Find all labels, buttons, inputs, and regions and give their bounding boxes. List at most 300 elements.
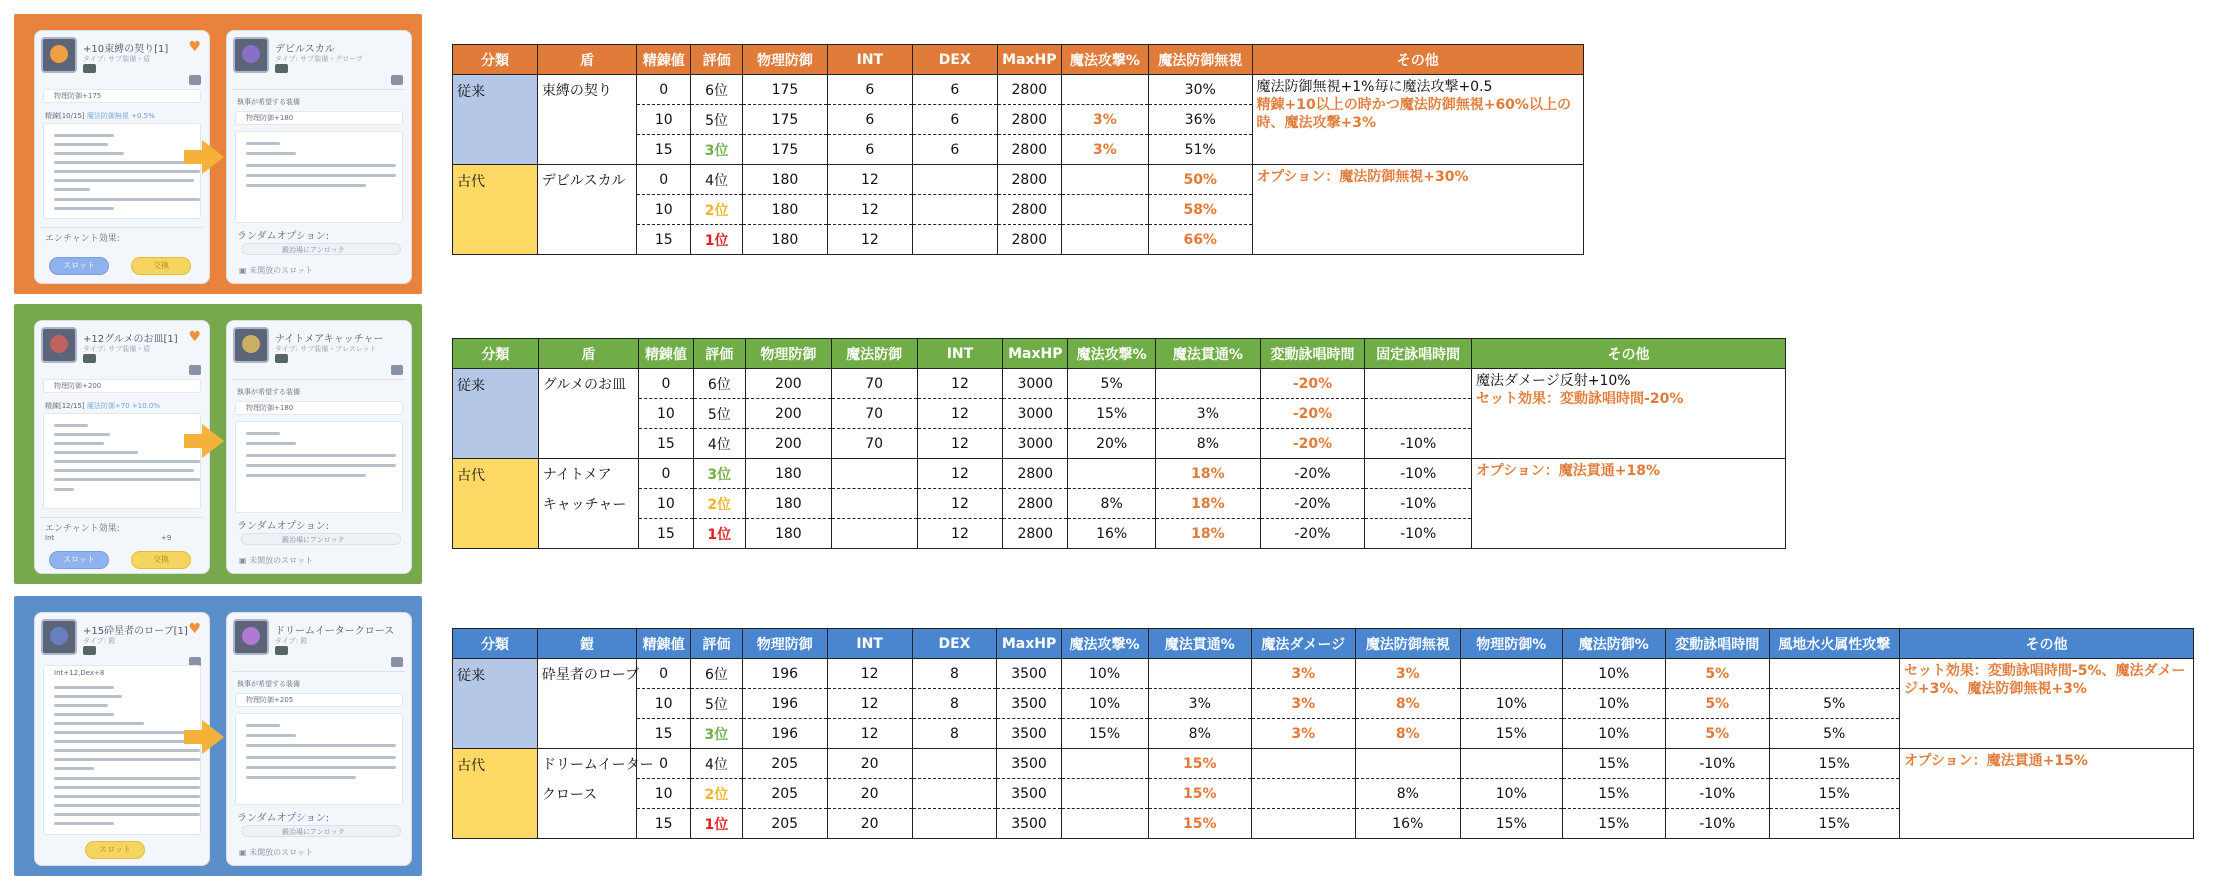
column-header: 魔法攻撃% (1061, 629, 1148, 659)
cell-value: -20% (1294, 525, 1331, 542)
data-cell (1148, 689, 1252, 719)
data-cell (742, 749, 827, 779)
def-stat: 物理防御+205 (246, 696, 294, 704)
data-cell (827, 809, 912, 839)
data-cell (1156, 399, 1261, 429)
unlock-field[interactable] (241, 243, 401, 255)
column-header: MaxHP (997, 45, 1061, 75)
storage-icon[interactable] (189, 75, 201, 85)
data-cell (637, 659, 691, 689)
cell-value: 3500 (1011, 665, 1047, 682)
data-cell (1562, 689, 1666, 719)
data-cell (1061, 659, 1148, 689)
data-cell (637, 105, 691, 135)
data-cell (1769, 689, 1899, 719)
data-cell (1156, 459, 1261, 489)
effect-line (246, 724, 280, 727)
data-cell (742, 75, 827, 105)
data-cell (1252, 659, 1356, 689)
unopened-slot: ▣ 未開放のスロット (239, 556, 313, 565)
effect-line (54, 740, 194, 743)
cell-value: 3500 (1011, 695, 1047, 712)
data-cell (1156, 429, 1261, 459)
cell-value: 6 (865, 141, 875, 158)
data-cell (1068, 369, 1156, 399)
cell-value: 175 (771, 81, 799, 98)
data-cell (1068, 399, 1156, 429)
cell-value: 15% (1183, 755, 1217, 772)
column-header: 変動詠唱時間 (1260, 339, 1365, 369)
cell-value: 196 (771, 725, 799, 742)
column-header: 変動詠唱時間 (1666, 629, 1770, 659)
cell-value: 180 (771, 171, 799, 188)
cell-value: 0 (661, 375, 671, 392)
heart-icon[interactable]: ♥ (188, 329, 201, 345)
data-cell (742, 195, 827, 225)
data-cell (1461, 719, 1562, 749)
cell-value: 18% (1191, 525, 1225, 542)
def-box (43, 89, 201, 103)
table-header-row (453, 629, 2194, 659)
data-cell (997, 719, 1061, 749)
effect-line (54, 749, 200, 752)
cell-value: -20% (1292, 435, 1333, 452)
data-cell (912, 195, 997, 225)
column-header: 分類 (453, 629, 538, 659)
data-cell (912, 809, 997, 839)
data-cell (1148, 75, 1252, 105)
cell-value: 2位 (707, 496, 732, 513)
def-box (235, 693, 403, 707)
cell-value: 3% (1291, 725, 1316, 742)
cell-value: 5位 (707, 406, 731, 423)
data-cell (1252, 749, 1356, 779)
item-name-cell: ナイトメア (538, 459, 638, 489)
data-cell (997, 809, 1061, 839)
cell-value: 180 (771, 201, 799, 218)
data-cell (1148, 779, 1252, 809)
item-type: タイプ: サブ装備・盾 (83, 345, 151, 353)
cell-value: -20% (1294, 495, 1331, 512)
cell-value: 12 (860, 695, 879, 712)
data-cell (691, 689, 743, 719)
item-name-cell: グルメのお皿 (538, 369, 638, 399)
data-cell (1252, 719, 1356, 749)
effect-line (246, 474, 366, 477)
item-type: タイプ: 鎧 (83, 637, 116, 645)
data-cell (1260, 369, 1365, 399)
item-icon (41, 619, 77, 655)
data-cell (1156, 489, 1261, 519)
cell-value: 200 (774, 435, 802, 452)
cell-value: 8% (1395, 695, 1420, 712)
data-cell (1061, 719, 1148, 749)
data-cell (1461, 779, 1562, 809)
storage-icon[interactable] (189, 365, 201, 375)
data-cell (637, 689, 691, 719)
exchange-button[interactable]: 交換 (131, 257, 191, 275)
cell-value: 10% (1089, 695, 1121, 712)
effect-line (246, 442, 296, 445)
unlock-field[interactable] (241, 825, 401, 837)
data-cell (1562, 779, 1666, 809)
unopened-slot: ▣ 未開放のスロット (239, 266, 313, 275)
notes-cell (1252, 75, 1584, 165)
data-cell (637, 719, 691, 749)
effect-line (54, 695, 122, 698)
effect-line (54, 170, 200, 173)
item-name-cell (537, 105, 636, 135)
cell-value: 1位 (707, 526, 732, 543)
data-cell (1666, 779, 1770, 809)
data-cell (1769, 659, 1899, 689)
column-header: 魔法防御% (1562, 629, 1666, 659)
notes-text: 魔法ダメージ反射+10% (1476, 373, 1631, 389)
cell-value: 58% (1183, 201, 1217, 218)
cell-value: 10% (1598, 725, 1630, 742)
effect-line (54, 460, 200, 463)
data-cell (637, 75, 691, 105)
cell-value: 2800 (1011, 171, 1048, 188)
data-cell (1461, 689, 1562, 719)
exchange-button[interactable]: 交換 (131, 551, 191, 569)
arrow-right-icon (184, 140, 226, 174)
cell-value: 15% (1183, 815, 1217, 832)
cell-value: 15% (1495, 725, 1527, 742)
item-icon (41, 327, 77, 363)
cell-value: 205 (771, 815, 799, 832)
item-title: +12グルメのお皿[1] (83, 334, 178, 345)
data-cell (997, 165, 1061, 195)
effect-line (54, 161, 194, 164)
cell-value: 3% (1196, 405, 1219, 422)
item-name-cell (537, 135, 636, 165)
data-cell (827, 165, 912, 195)
cell-value: 0 (661, 465, 671, 482)
data-cell (997, 135, 1061, 165)
section-label: 執事が希望する装備 (237, 98, 300, 106)
cell-value: 8% (1395, 725, 1420, 742)
data-cell (1252, 689, 1356, 719)
cell-value: 20 (860, 755, 879, 772)
effect-line (54, 488, 74, 491)
unlock-text: 鍛冶場にアンロック (282, 536, 345, 544)
data-cell (827, 779, 912, 809)
effect-line (54, 713, 114, 716)
data-cell (912, 689, 997, 719)
data-cell (745, 429, 831, 459)
cell-value: -10% (1400, 525, 1437, 542)
data-cell (693, 369, 745, 399)
data-cell (1148, 809, 1252, 839)
data-cell (917, 519, 1003, 549)
item-icon (233, 37, 269, 73)
data-cell (639, 429, 693, 459)
data-cell (997, 749, 1061, 779)
cell-value: 5% (1705, 665, 1730, 682)
data-cell (917, 459, 1003, 489)
category-cell: 従来 (453, 369, 539, 459)
tag-icon (83, 646, 96, 655)
cell-value: 6 (865, 81, 875, 98)
table-row (453, 749, 2194, 779)
effect-line (54, 822, 114, 825)
item-name-cell: 束縛の契り (537, 75, 636, 105)
cell-value: -20% (1292, 405, 1333, 422)
column-header: 魔法防御 (831, 339, 917, 369)
item-name-cell (538, 429, 638, 459)
cell-value: 15% (1089, 725, 1121, 742)
cell-value: 200 (774, 375, 802, 392)
data-cell (1260, 429, 1365, 459)
effect-line (246, 164, 396, 167)
data-cell (1461, 809, 1562, 839)
column-header: その他 (1252, 45, 1584, 75)
cell-value: 4位 (704, 756, 728, 773)
data-cell (1148, 165, 1252, 195)
cell-value: 3% (1093, 111, 1117, 128)
data-cell (745, 519, 831, 549)
table-header-row (453, 339, 1786, 369)
data-cell (1666, 809, 1770, 839)
effect-line (54, 777, 200, 780)
data-cell (1061, 809, 1148, 839)
column-header: 魔法防御無視 (1148, 45, 1252, 75)
data-cell (997, 105, 1061, 135)
slot-button[interactable]: スロット (49, 257, 109, 275)
item-icon (233, 327, 269, 363)
cell-value: 2800 (1011, 201, 1048, 218)
data-cell (693, 489, 745, 519)
column-header: 固定詠唱時間 (1365, 339, 1472, 369)
storage-icon[interactable] (391, 657, 403, 667)
tag-icon (275, 646, 288, 655)
refine-label: 精錬[10/15] 魔法防御無視 +0.5% (45, 112, 155, 120)
column-header: 評価 (693, 339, 745, 369)
data-cell (912, 225, 997, 255)
effect-line (54, 451, 138, 454)
data-cell (637, 809, 691, 839)
cell-value: 16% (1096, 525, 1128, 542)
cell-value: 205 (771, 785, 799, 802)
data-cell (742, 225, 827, 255)
heart-icon[interactable]: ♥ (188, 621, 201, 637)
cell-value: 6 (865, 111, 875, 128)
column-header: 魔法貫通% (1156, 339, 1261, 369)
data-cell (827, 225, 912, 255)
cell-value: -10% (1400, 435, 1437, 452)
cell-value: 4位 (705, 172, 729, 189)
unlock-text: 鍛冶場にアンロック (282, 828, 345, 836)
cell-value: 12 (951, 465, 969, 482)
table-row (453, 459, 1786, 489)
cell-value: 175 (771, 111, 799, 128)
data-cell (912, 749, 997, 779)
data-cell (691, 105, 743, 135)
cell-value: 3% (1291, 695, 1316, 712)
data-cell (742, 135, 827, 165)
item-title: デビルスカル (275, 44, 335, 55)
effect-line (54, 786, 200, 789)
notes-highlight: セット効果：変動詠唱時間-5%、魔法ダメージ+3%、魔法防御無視+3% (1903, 663, 2186, 697)
cell-value: 3位 (704, 142, 729, 159)
data-cell (693, 459, 745, 489)
item-icon (41, 37, 77, 73)
data-cell (742, 105, 827, 135)
random-option-label: ランダムオプション: (237, 231, 330, 242)
data-cell (691, 165, 743, 195)
cell-value: 15 (657, 435, 675, 452)
slot-button[interactable]: スロット (49, 551, 109, 569)
screenshot-panel-shield (14, 14, 422, 294)
data-cell (1666, 719, 1770, 749)
data-cell (1061, 105, 1148, 135)
cell-value: 3000 (1017, 435, 1054, 452)
tag-icon (275, 64, 288, 73)
data-cell (693, 429, 745, 459)
unlock-field[interactable] (241, 533, 401, 545)
item-card-ancient (226, 612, 412, 866)
effect-box (235, 421, 403, 513)
data-cell (997, 75, 1061, 105)
data-cell (639, 519, 693, 549)
cell-value: 15% (1598, 815, 1630, 832)
column-header: 風地水火属性攻撃 (1769, 629, 1899, 659)
data-cell (1148, 225, 1252, 255)
cell-value: 2800 (1017, 495, 1054, 512)
data-cell (1365, 399, 1472, 429)
table-row (453, 369, 1786, 399)
data-cell (1252, 779, 1356, 809)
enchant-label: エンチャント効果: (45, 524, 120, 534)
random-option-label: ランダムオプション: (237, 521, 330, 532)
data-cell (1365, 429, 1472, 459)
section-label: 執事が希望する装備 (237, 680, 300, 688)
data-cell (742, 809, 827, 839)
data-cell (1260, 399, 1365, 429)
data-cell (912, 659, 997, 689)
effect-line (54, 134, 114, 137)
data-cell (742, 779, 827, 809)
cell-value: 12 (860, 231, 879, 248)
data-cell (1156, 519, 1261, 549)
cell-value: 196 (771, 665, 799, 682)
item-type: タイプ: サブ装備・ブレスレット (275, 345, 377, 353)
data-cell (1068, 519, 1156, 549)
notes-cell (1472, 459, 1786, 549)
effect-line (246, 454, 396, 457)
item-name-cell (537, 195, 636, 225)
def-box (235, 111, 403, 125)
cell-value: 10% (1495, 785, 1527, 802)
item-type: タイプ: サブ装備・グローブ (275, 55, 363, 63)
def-stat: 物理防御+175 (54, 92, 102, 100)
cell-value: -10% (1400, 495, 1437, 512)
cell-value: 3500 (1011, 755, 1047, 772)
data-cell (1068, 489, 1156, 519)
cell-value: 15% (1598, 755, 1630, 772)
data-cell (1003, 369, 1068, 399)
data-cell (827, 195, 912, 225)
cell-value: 6位 (707, 376, 731, 393)
cell-value: 51% (1184, 141, 1216, 158)
data-cell (1003, 489, 1068, 519)
notes-cell (1472, 369, 1786, 459)
data-cell (639, 489, 693, 519)
effect-line (246, 766, 396, 769)
data-cell (637, 225, 691, 255)
data-cell (1148, 195, 1252, 225)
item-card-ancient (226, 320, 412, 574)
data-cell (1666, 689, 1770, 719)
effect-line (54, 804, 200, 807)
effect-line (246, 142, 280, 145)
cell-value: 15 (654, 141, 673, 158)
data-cell (912, 135, 997, 165)
data-cell (997, 195, 1061, 225)
notes-cell (1899, 749, 2193, 839)
item-name-cell (537, 689, 636, 719)
cell-value: 6位 (704, 666, 728, 683)
cell-value: 5% (1100, 375, 1123, 392)
cell-value: 15% (1495, 815, 1527, 832)
heart-icon[interactable]: ♥ (188, 39, 201, 55)
effect-line (54, 795, 200, 798)
notes-highlight: 精錬+10以上の時かつ魔法防御無視+60%以上の時、魔法攻撃+3% (1256, 97, 1571, 131)
table-row (453, 659, 2194, 689)
column-header: 盾 (538, 339, 638, 369)
storage-icon[interactable] (391, 75, 403, 85)
notes-highlight: セット効果：変動詠唱時間-20% (1476, 391, 1684, 407)
cell-value: 8% (1100, 495, 1123, 512)
def-box (235, 401, 403, 415)
cell-value: 15% (1598, 785, 1630, 802)
cell-value: 5位 (705, 112, 729, 129)
data-cell (827, 105, 912, 135)
data-cell (1148, 135, 1252, 165)
cell-value: 8 (950, 665, 959, 682)
cell-value: 3位 (704, 726, 729, 743)
data-cell (1061, 749, 1148, 779)
cell-value: 12 (860, 725, 879, 742)
column-header: MaxHP (1003, 339, 1068, 369)
data-cell (742, 719, 827, 749)
cell-value: 1位 (704, 232, 729, 249)
cell-value: 10% (1598, 665, 1630, 682)
cell-value: 10 (654, 695, 673, 712)
cell-value: 6 (950, 81, 960, 98)
data-cell (1562, 719, 1666, 749)
effect-line (54, 143, 108, 146)
cell-value: 3500 (1011, 815, 1047, 832)
data-cell (639, 369, 693, 399)
data-cell (1666, 659, 1770, 689)
slot-button[interactable]: スロット (85, 841, 145, 859)
storage-icon[interactable] (391, 365, 403, 375)
cell-value: 2800 (1011, 231, 1048, 248)
data-cell (912, 719, 997, 749)
data-cell (1461, 749, 1562, 779)
data-cell (1148, 105, 1252, 135)
cell-value: 18% (1191, 495, 1225, 512)
arrow-right-icon (184, 720, 226, 754)
data-cell (1769, 719, 1899, 749)
effect-line (54, 758, 200, 761)
cell-value: 196 (771, 695, 799, 712)
cell-value: 12 (951, 495, 969, 512)
unlock-text: 鍛冶場にアンロック (282, 246, 345, 254)
data-cell (912, 779, 997, 809)
